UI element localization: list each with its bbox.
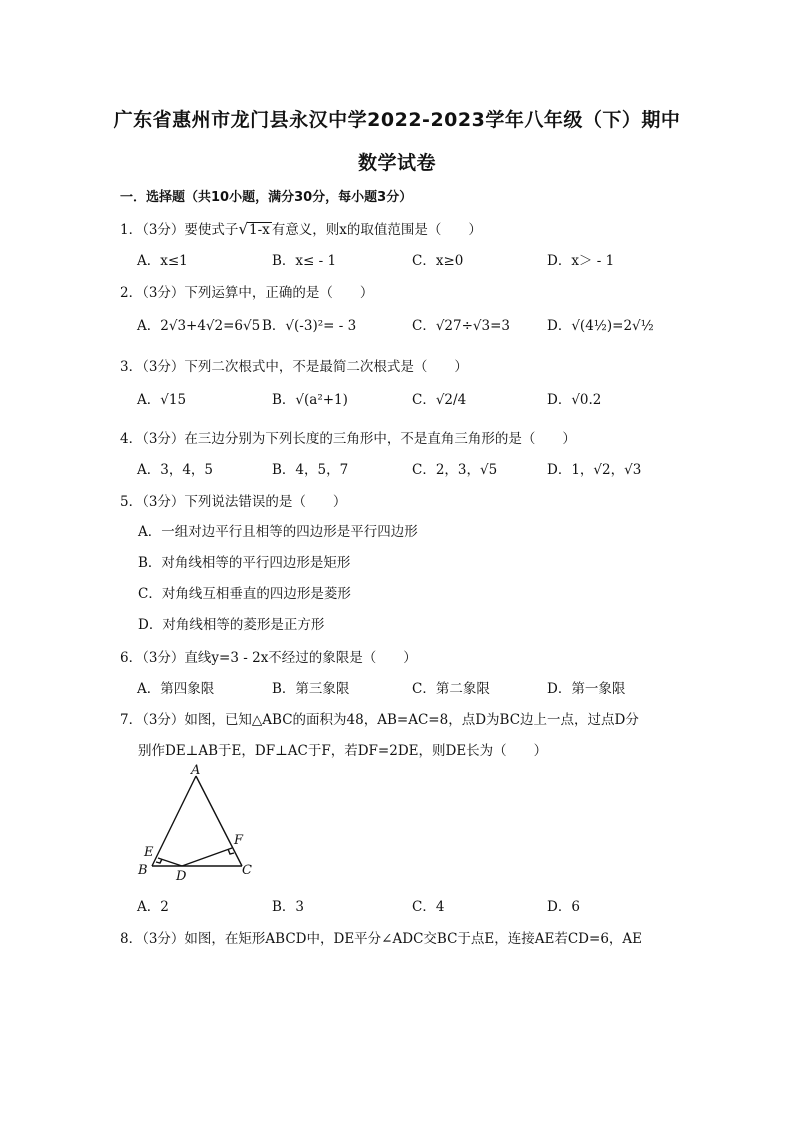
label-d: D — [176, 869, 187, 884]
q7-option-c: C．4 — [412, 899, 445, 915]
q5-option-b: B．对角线相等的平行四边形是矩形 — [138, 555, 351, 571]
q2-option-a: A．2√3+4√2=6√5 — [137, 318, 261, 334]
q1-option-a: A．x≤1 — [137, 253, 188, 269]
q1-radicand: 1-x — [249, 222, 270, 238]
q6-option-c: C．第二象限 — [412, 681, 490, 697]
q1-option-c: C．x≥0 — [412, 253, 464, 269]
q1-stem-prefix: 1．（3分）要使式子 — [120, 222, 239, 238]
q1-stem-suffix: 有意义，则x的取值范围是（ ） — [271, 222, 482, 238]
label-b: B — [138, 863, 148, 878]
question-2-stem: 2．（3分）下列运算中，正确的是（ ） — [120, 285, 374, 301]
question-8-stem: 8．（3分）如图，在矩形ABCD中，DE平分∠ADC交BC于点E，连接AE若CD=6，AE — [120, 931, 643, 947]
triangle-figure — [130, 762, 270, 884]
q5-option-a: A．一组对边平行且相等的四边形是平行四边形 — [138, 524, 418, 540]
question-1-stem — [120, 218, 482, 238]
q7-option-d: D．6 — [547, 899, 580, 915]
q4-option-d: D．1，√2，√3 — [547, 462, 642, 478]
label-f: F — [234, 833, 244, 848]
question-5-stem: 5．（3分）下列说法错误的是（ ） — [120, 494, 347, 510]
exam-title-line2: 数学试卷 — [357, 152, 436, 174]
q7-option-a: A．2 — [137, 899, 169, 915]
q4-option-a: A．3，4，5 — [137, 462, 214, 478]
segment-ab — [152, 776, 196, 866]
q3-option-b: B．√(a²+1) — [272, 392, 348, 408]
q4-option-b: B．4，5，7 — [272, 462, 349, 478]
q5-option-c: C．对角线互相垂直的四边形是菱形 — [138, 586, 351, 602]
label-c: C — [242, 863, 252, 878]
q3-option-c: C．√2/4 — [412, 392, 467, 408]
q1-option-d: D．x＞ - 1 — [547, 253, 615, 269]
question-4-stem: 4．（3分）在三边分别为下列长度的三角形中，不是直角三角形的是（ ） — [120, 431, 576, 447]
q2-option-b: B．√(-3)²= - 3 — [262, 318, 357, 334]
q2-option-c: C．√27÷√3=3 — [412, 318, 511, 334]
question-7-stem-line1: 7．（3分）如图，已知△ABC的面积为48，AB=AC=8，点D为BC边上一点，过点D分 — [120, 712, 639, 728]
question-6-stem: 6．（3分）直线y=3 - 2x不经过的象限是（ ） — [120, 650, 417, 666]
q1-option-b: B．x≤ - 1 — [272, 253, 337, 269]
question-3-stem: 3．（3分）下列二次根式中，不是最简二次根式是（ ） — [120, 359, 468, 375]
q4-option-c: C．2，3，√5 — [412, 462, 498, 478]
exam-title-line1: 广东省惠州市龙门县永汉中学2022-2023学年八年级（下）期中 — [113, 109, 681, 131]
q3-option-d: D．√0.2 — [547, 392, 602, 408]
q6-option-a: A．第四象限 — [137, 681, 215, 697]
segment-df — [182, 848, 232, 866]
q3-option-a: A．√15 — [137, 392, 187, 408]
label-a: A — [191, 763, 201, 778]
right-angle-mark-e — [156, 859, 162, 863]
q7-option-b: B．3 — [272, 899, 305, 915]
q5-option-d: D．对角线相等的菱形是正方形 — [138, 617, 325, 633]
q6-option-b: B．第三象限 — [272, 681, 350, 697]
section-heading: 一．选择题（共10小题，满分30分，每小题3分） — [120, 190, 413, 205]
question-7-stem-line2: 别作DE⊥AB于E，DF⊥AC于F，若DF=2DE，则DE长为（ ） — [138, 743, 548, 759]
radical-icon: √ — [238, 220, 248, 238]
label-e: E — [144, 845, 154, 860]
q2-option-d: D．√(4½)=2√½ — [547, 318, 654, 334]
q6-option-d: D．第一象限 — [547, 681, 626, 697]
